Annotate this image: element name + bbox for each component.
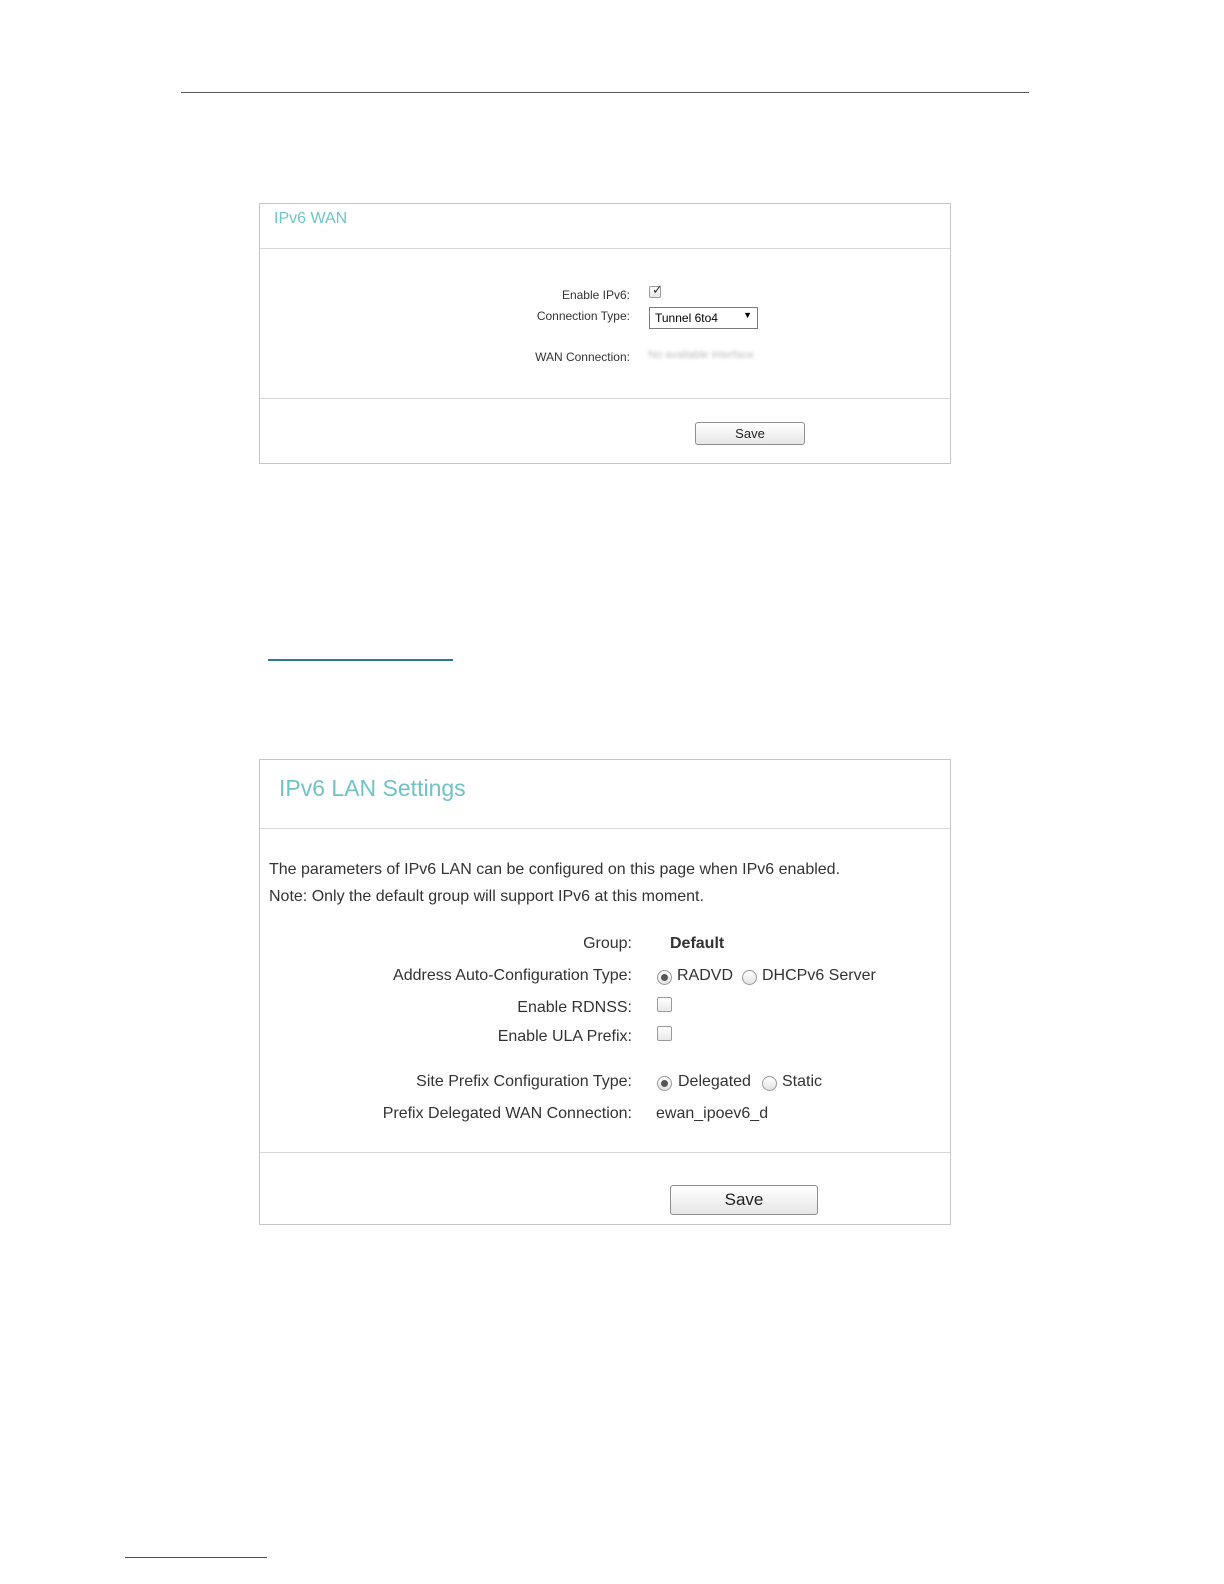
lan-description-line2: Note: Only the default group will support IPv6 at this moment. <box>269 888 704 905</box>
connection-type-select[interactable] <box>649 307 758 329</box>
static-option-label: Static <box>782 1073 823 1090</box>
dhcpv6-server-option-label: DHCPv6 Server <box>762 967 876 984</box>
delegated-radio[interactable] <box>657 1076 672 1091</box>
ipv6-wan-footer-divider <box>260 398 950 399</box>
wan-connection-value: No available interface <box>648 349 754 361</box>
prefix-wan-value: ewan_ipoev6_d <box>656 1105 769 1122</box>
section-link-underline <box>268 659 453 661</box>
ipv6-lan-footer-divider <box>260 1152 950 1153</box>
caret-down-icon: ▼ <box>743 310 752 320</box>
enable-ipv6-label: Enable IPv6: <box>561 288 630 302</box>
group-label: Group: <box>583 935 632 952</box>
radvd-radio[interactable] <box>657 970 672 985</box>
footer-link-underline <box>125 1557 267 1558</box>
enable-ula-label: Enable ULA Prefix: <box>497 1028 632 1045</box>
connection-type-label: Connection Type: <box>536 309 630 323</box>
group-value: Default <box>670 935 725 952</box>
addr-autoconf-label: Address Auto-Configuration Type: <box>393 967 632 984</box>
wan-connection-label: WAN Connection: <box>535 350 630 364</box>
lan-save-button[interactable]: Save <box>670 1185 818 1215</box>
ipv6-lan-title: IPv6 LAN Settings <box>279 775 466 801</box>
check-icon: ✓ <box>652 283 663 298</box>
prefix-wan-label: Prefix Delegated WAN Connection: <box>382 1105 632 1122</box>
static-radio[interactable] <box>762 1076 777 1091</box>
dhcpv6-server-radio[interactable] <box>742 970 757 985</box>
enable-rdnss-checkbox[interactable] <box>657 997 672 1012</box>
enable-ula-checkbox[interactable] <box>657 1026 672 1041</box>
ipv6-wan-header-divider <box>260 248 950 249</box>
ipv6-wan-panel <box>259 203 951 464</box>
ipv6-wan-title: IPv6 WAN <box>274 210 348 227</box>
delegated-option-label: Delegated <box>678 1073 751 1090</box>
ipv6-lan-header-divider <box>260 828 950 829</box>
radvd-option-label: RADVD <box>677 967 734 984</box>
enable-ipv6-checkbox[interactable] <box>649 283 663 298</box>
lan-description-line1: The parameters of IPv6 LAN can be configured on this page when IPv6 enabled. <box>269 861 841 878</box>
site-prefix-label: Site Prefix Configuration Type: <box>416 1073 632 1090</box>
wan-save-button[interactable]: Save <box>695 422 805 445</box>
connection-type-value: Tunnel 6to4 <box>655 311 718 325</box>
enable-rdnss-label: Enable RDNSS: <box>517 999 632 1016</box>
page-header-rule <box>181 92 1029 93</box>
ipv6-lan-panel <box>259 759 951 1225</box>
